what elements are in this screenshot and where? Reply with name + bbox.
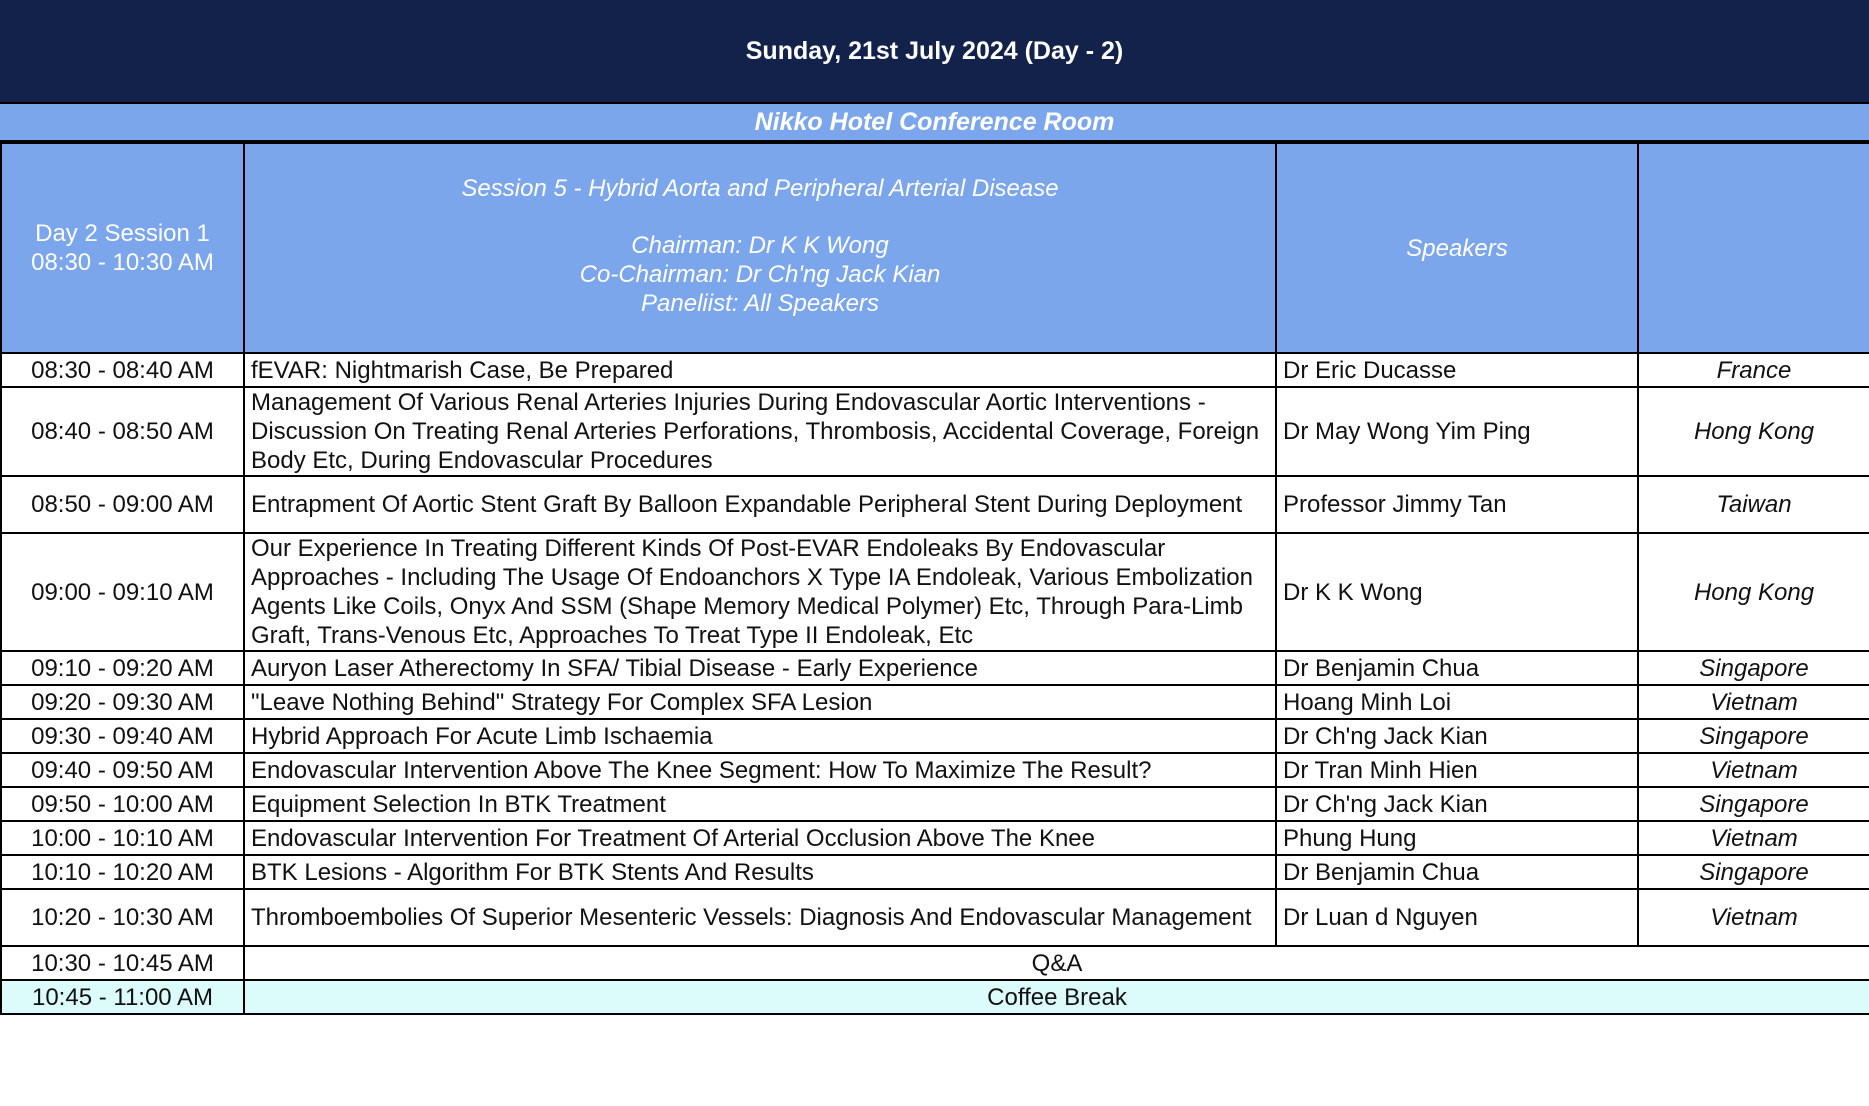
session-name: Session 5 - Hybrid Aorta and Peripheral Arterial Disease [461, 175, 1059, 202]
session-time-cell [1, 143, 244, 353]
row-time: 09:20 - 09:30 AM [1, 685, 244, 719]
row-time: 08:40 - 08:50 AM [1, 387, 244, 476]
qa-row [1, 946, 1869, 980]
row-country: Singapore [1638, 651, 1869, 685]
row-speaker: Dr Tran Minh Hien [1276, 753, 1638, 787]
row-time: 09:30 - 09:40 AM [1, 719, 244, 753]
table-row [1, 387, 1869, 476]
row-time: 09:50 - 10:00 AM [1, 787, 244, 821]
row-topic: Hybrid Approach For Acute Limb Ischaemia [244, 719, 1276, 753]
table-row [1, 353, 1869, 387]
row-country: France [1638, 353, 1869, 387]
row-topic: Auryon Laser Atherectomy In SFA/ Tibial Disease - Early Experience [244, 651, 1276, 685]
coffee-break-row [1, 980, 1869, 1014]
row-speaker: Hoang Minh Loi [1276, 685, 1638, 719]
row-country: Hong Kong [1638, 533, 1869, 651]
row-country: Hong Kong [1638, 387, 1869, 476]
row-country: Vietnam [1638, 821, 1869, 855]
row-topic: fEVAR: Nightmarish Case, Be Prepared [244, 353, 1276, 387]
coffee-time: 10:45 - 11:00 AM [1, 980, 244, 1014]
table-row [1, 476, 1869, 533]
table-row [1, 651, 1869, 685]
session-label: Day 2 Session 1 [35, 220, 210, 247]
row-topic: Endovascular Intervention For Treatment Of Arterial Occlusion Above The Knee [244, 821, 1276, 855]
row-country: Vietnam [1638, 889, 1869, 946]
table-row [1, 889, 1869, 946]
table-row [1, 533, 1869, 651]
row-speaker: Dr Ch'ng Jack Kian [1276, 719, 1638, 753]
table-row [1, 753, 1869, 787]
speakers-header: Speakers [1276, 143, 1638, 353]
row-speaker: Dr Ch'ng Jack Kian [1276, 787, 1638, 821]
row-time: 10:20 - 10:30 AM [1, 889, 244, 946]
table-row [1, 855, 1869, 889]
row-speaker: Dr Luan d Nguyen [1276, 889, 1638, 946]
row-topic: Our Experience In Treating Different Kinds Of Post-EVAR Endoleaks By Endovascular Approaches - Including The Usage Of Endoanchors X Type IA Endoleak, Various Embolization Agents Like Coils, Onyx And SSM (Shape Memory Medical Polymer) Etc, Through Para-Limb Graft, Trans-Venous Etc, Approaches To Treat Type II Endoleak, Etc [244, 533, 1276, 651]
day-title: Sunday, 21st July 2024 (Day - 2) [0, 0, 1869, 102]
table-row [1, 821, 1869, 855]
row-country: Vietnam [1638, 753, 1869, 787]
venue-title: Nikko Hotel Conference Room [0, 102, 1869, 142]
schedule-table [0, 142, 1869, 1015]
row-topic: Thromboembolies Of Superior Mesenteric Vessels: Diagnosis And Endovascular Management [244, 889, 1276, 946]
session-co-chairman: Co-Chairman: Dr Ch'ng Jack Kian [579, 261, 941, 288]
row-country: Singapore [1638, 855, 1869, 889]
session-header-row [1, 143, 1869, 353]
row-time: 08:30 - 08:40 AM [1, 353, 244, 387]
qa-label: Q&A [244, 946, 1869, 980]
row-country: Singapore [1638, 787, 1869, 821]
session-panelist: Paneliist: All Speakers [641, 290, 879, 317]
row-time: 09:10 - 09:20 AM [1, 651, 244, 685]
row-speaker: Dr May Wong Yim Ping [1276, 387, 1638, 476]
row-time: 10:00 - 10:10 AM [1, 821, 244, 855]
table-row [1, 719, 1869, 753]
row-country: Taiwan [1638, 476, 1869, 533]
row-time: 10:10 - 10:20 AM [1, 855, 244, 889]
row-speaker: Dr Eric Ducasse [1276, 353, 1638, 387]
qa-time: 10:30 - 10:45 AM [1, 946, 244, 980]
row-topic: BTK Lesions - Algorithm For BTK Stents And Results [244, 855, 1276, 889]
country-header [1638, 143, 1869, 353]
row-topic: Management Of Various Renal Arteries Injuries During Endovascular Aortic Interventions - Discussion On Treating Renal Arteries Perforations, Thrombosis, Accidental Coverage, Foreign Body Etc, During Endovascular Procedures [244, 387, 1276, 476]
row-time: 09:40 - 09:50 AM [1, 753, 244, 787]
row-topic: "Leave Nothing Behind" Strategy For Complex SFA Lesion [244, 685, 1276, 719]
session-time: 08:30 - 10:30 AM [31, 249, 214, 276]
row-speaker: Professor Jimmy Tan [1276, 476, 1638, 533]
row-country: Vietnam [1638, 685, 1869, 719]
row-topic: Entrapment Of Aortic Stent Graft By Balloon Expandable Peripheral Stent During Deployment [244, 476, 1276, 533]
row-speaker: Dr Benjamin Chua [1276, 651, 1638, 685]
row-speaker: Dr K K Wong [1276, 533, 1638, 651]
row-country: Singapore [1638, 719, 1869, 753]
row-topic: Endovascular Intervention Above The Knee Segment: How To Maximize The Result? [244, 753, 1276, 787]
row-topic: Equipment Selection In BTK Treatment [244, 787, 1276, 821]
table-row [1, 787, 1869, 821]
row-time: 08:50 - 09:00 AM [1, 476, 244, 533]
session-chairman: Chairman: Dr K K Wong [631, 232, 889, 259]
coffee-label: Coffee Break [244, 980, 1869, 1014]
row-speaker: Dr Benjamin Chua [1276, 855, 1638, 889]
table-row [1, 685, 1869, 719]
row-time: 09:00 - 09:10 AM [1, 533, 244, 651]
session-info-cell [244, 143, 1276, 353]
row-speaker: Phung Hung [1276, 821, 1638, 855]
